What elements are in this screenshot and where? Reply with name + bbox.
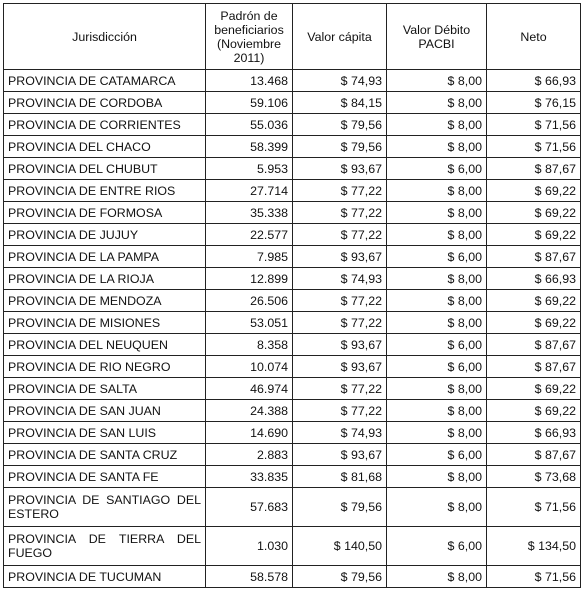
cell-valor-capita: $ 74,93 <box>293 70 387 92</box>
table-row <box>4 334 581 356</box>
cell-valor-debito: $ 6,00 <box>387 356 487 378</box>
cell-valor-debito: $ 8,00 <box>387 488 487 527</box>
cell-valor-debito: $ 8,00 <box>387 202 487 224</box>
cell-valor-debito: $ 6,00 <box>387 444 487 466</box>
cell-neto: $ 69,22 <box>487 290 581 312</box>
cell-padron: 59.106 <box>206 92 293 114</box>
cell-valor-capita: $ 79,56 <box>293 136 387 158</box>
cell-padron: 53.051 <box>206 312 293 334</box>
cell-valor-debito: $ 8,00 <box>387 422 487 444</box>
table-row <box>4 422 581 444</box>
cell-neto: $ 69,22 <box>487 224 581 246</box>
table-row <box>4 136 581 158</box>
cell-jurisdiccion: PROVINCIA DEL CHUBUT <box>4 158 206 180</box>
cell-jurisdiccion: PROVINCIA DEL CHACO <box>4 136 206 158</box>
cell-valor-debito: $ 8,00 <box>387 378 487 400</box>
cell-valor-capita: $ 77,22 <box>293 378 387 400</box>
table-row <box>4 312 581 334</box>
cell-valor-debito: $ 8,00 <box>387 70 487 92</box>
table-row <box>4 400 581 422</box>
table-row <box>4 488 581 527</box>
header-neto: Neto <box>487 4 581 70</box>
cell-jurisdiccion: PROVINCIA DE SALTA <box>4 378 206 400</box>
cell-padron: 27.714 <box>206 180 293 202</box>
table-row <box>4 444 581 466</box>
cell-valor-capita: $ 93,67 <box>293 334 387 356</box>
cell-valor-debito: $ 8,00 <box>387 268 487 290</box>
cell-neto: $ 71,56 <box>487 114 581 136</box>
cell-neto: $ 69,22 <box>487 400 581 422</box>
cell-jurisdiccion: PROVINCIA DEL NEUQUEN <box>4 334 206 356</box>
cell-valor-capita: $ 93,67 <box>293 444 387 466</box>
cell-valor-debito: $ 8,00 <box>387 566 487 588</box>
cell-neto: $ 76,15 <box>487 92 581 114</box>
table-row <box>4 180 581 202</box>
cell-jurisdiccion: PROVINCIA DE ENTRE RIOS <box>4 180 206 202</box>
cell-valor-capita: $ 79,56 <box>293 488 387 527</box>
beneficiaries-table <box>3 3 581 588</box>
cell-jurisdiccion: PROVINCIA DE LA RIOJA <box>4 268 206 290</box>
cell-jurisdiccion: PROVINCIA DE FORMOSA <box>4 202 206 224</box>
cell-valor-capita: $ 77,22 <box>293 224 387 246</box>
header-padron: Padrón de beneficiarios (Noviembre 2011) <box>206 4 293 70</box>
cell-neto: $ 71,56 <box>487 136 581 158</box>
cell-valor-debito: $ 6,00 <box>387 527 487 566</box>
cell-valor-capita: $ 77,22 <box>293 400 387 422</box>
cell-jurisdiccion: PROVINCIA DE TUCUMAN <box>4 566 206 588</box>
cell-valor-debito: $ 8,00 <box>387 400 487 422</box>
cell-neto: $ 69,22 <box>487 312 581 334</box>
cell-padron: 2.883 <box>206 444 293 466</box>
cell-padron: 57.683 <box>206 488 293 527</box>
table-row <box>4 378 581 400</box>
table-body <box>4 70 581 588</box>
table-row <box>4 70 581 92</box>
cell-valor-capita: $ 79,56 <box>293 566 387 588</box>
cell-padron: 14.690 <box>206 422 293 444</box>
cell-neto: $ 73,68 <box>487 466 581 488</box>
cell-jurisdiccion: PROVINCIA DE CATAMARCA <box>4 70 206 92</box>
header-valor-capita: Valor cápita <box>293 4 387 70</box>
table-row <box>4 268 581 290</box>
cell-valor-capita: $ 77,22 <box>293 290 387 312</box>
cell-valor-debito: $ 6,00 <box>387 158 487 180</box>
cell-neto: $ 66,93 <box>487 70 581 92</box>
cell-neto: $ 69,22 <box>487 378 581 400</box>
cell-valor-debito: $ 8,00 <box>387 466 487 488</box>
table-header-row <box>4 4 581 70</box>
table-row <box>4 290 581 312</box>
cell-jurisdiccion: PROVINCIA DE MENDOZA <box>4 290 206 312</box>
cell-neto: $ 69,22 <box>487 180 581 202</box>
cell-valor-debito: $ 6,00 <box>387 334 487 356</box>
cell-valor-debito: $ 8,00 <box>387 92 487 114</box>
cell-padron: 26.506 <box>206 290 293 312</box>
cell-valor-capita: $ 77,22 <box>293 202 387 224</box>
table-row <box>4 527 581 566</box>
cell-valor-debito: $ 8,00 <box>387 114 487 136</box>
cell-valor-capita: $ 81,68 <box>293 466 387 488</box>
cell-valor-capita: $ 77,22 <box>293 180 387 202</box>
cell-padron: 12.899 <box>206 268 293 290</box>
cell-padron: 55.036 <box>206 114 293 136</box>
cell-padron: 5.953 <box>206 158 293 180</box>
cell-valor-capita: $ 84,15 <box>293 92 387 114</box>
cell-valor-capita: $ 93,67 <box>293 158 387 180</box>
cell-jurisdiccion: PROVINCIA DE MISIONES <box>4 312 206 334</box>
cell-padron: 24.388 <box>206 400 293 422</box>
cell-jurisdiccion: PROVINCIA DE LA PAMPA <box>4 246 206 268</box>
cell-neto: $ 71,56 <box>487 488 581 527</box>
cell-padron: 22.577 <box>206 224 293 246</box>
cell-neto: $ 87,67 <box>487 158 581 180</box>
cell-jurisdiccion: PROVINCIA DE SAN LUIS <box>4 422 206 444</box>
cell-valor-debito: $ 8,00 <box>387 290 487 312</box>
cell-neto: $ 69,22 <box>487 202 581 224</box>
cell-jurisdiccion: PROVINCIA DE SANTA CRUZ <box>4 444 206 466</box>
cell-neto: $ 71,56 <box>487 566 581 588</box>
table-row <box>4 114 581 136</box>
cell-neto: $ 66,93 <box>487 422 581 444</box>
cell-padron: 8.358 <box>206 334 293 356</box>
cell-padron: 7.985 <box>206 246 293 268</box>
table-row <box>4 202 581 224</box>
cell-valor-capita: $ 74,93 <box>293 268 387 290</box>
cell-jurisdiccion: PROVINCIA DE CORDOBA <box>4 92 206 114</box>
header-valor-debito: Valor Débito PACBI <box>387 4 487 70</box>
cell-neto: $ 87,67 <box>487 444 581 466</box>
table-row <box>4 92 581 114</box>
cell-valor-capita: $ 79,56 <box>293 114 387 136</box>
cell-jurisdiccion: PROVINCIA DE RIO NEGRO <box>4 356 206 378</box>
cell-valor-debito: $ 8,00 <box>387 180 487 202</box>
cell-valor-debito: $ 8,00 <box>387 224 487 246</box>
cell-padron: 33.835 <box>206 466 293 488</box>
cell-valor-capita: $ 77,22 <box>293 312 387 334</box>
cell-padron: 46.974 <box>206 378 293 400</box>
table-row <box>4 246 581 268</box>
cell-jurisdiccion: PROVINCIA DE CORRIENTES <box>4 114 206 136</box>
cell-padron: 58.578 <box>206 566 293 588</box>
table-row <box>4 224 581 246</box>
cell-valor-capita: $ 140,50 <box>293 527 387 566</box>
cell-valor-debito: $ 8,00 <box>387 312 487 334</box>
cell-jurisdiccion: PROVINCIA DE SAN JUAN <box>4 400 206 422</box>
table-row <box>4 566 581 588</box>
cell-neto: $ 87,67 <box>487 334 581 356</box>
document-page <box>3 3 581 588</box>
cell-valor-debito: $ 8,00 <box>387 136 487 158</box>
cell-jurisdiccion: PROVINCIA DE SANTA FE <box>4 466 206 488</box>
cell-valor-capita: $ 74,93 <box>293 422 387 444</box>
cell-neto: $ 66,93 <box>487 268 581 290</box>
cell-padron: 35.338 <box>206 202 293 224</box>
cell-neto: $ 87,67 <box>487 246 581 268</box>
cell-jurisdiccion: PROVINCIA DE TIERRA DEL FUEGO <box>4 527 206 566</box>
cell-jurisdiccion: PROVINCIA DE JUJUY <box>4 224 206 246</box>
cell-padron: 58.399 <box>206 136 293 158</box>
cell-valor-capita: $ 93,67 <box>293 246 387 268</box>
cell-padron: 1.030 <box>206 527 293 566</box>
cell-valor-capita: $ 93,67 <box>293 356 387 378</box>
table-row <box>4 158 581 180</box>
cell-jurisdiccion: PROVINCIA DE SANTIAGO DEL ESTERO <box>4 488 206 527</box>
table-row <box>4 356 581 378</box>
header-jurisdiccion: Jurisdicción <box>4 4 206 70</box>
cell-neto: $ 87,67 <box>487 356 581 378</box>
cell-valor-debito: $ 6,00 <box>387 246 487 268</box>
cell-padron: 13.468 <box>206 70 293 92</box>
table-row <box>4 466 581 488</box>
cell-padron: 10.074 <box>206 356 293 378</box>
cell-neto: $ 134,50 <box>487 527 581 566</box>
